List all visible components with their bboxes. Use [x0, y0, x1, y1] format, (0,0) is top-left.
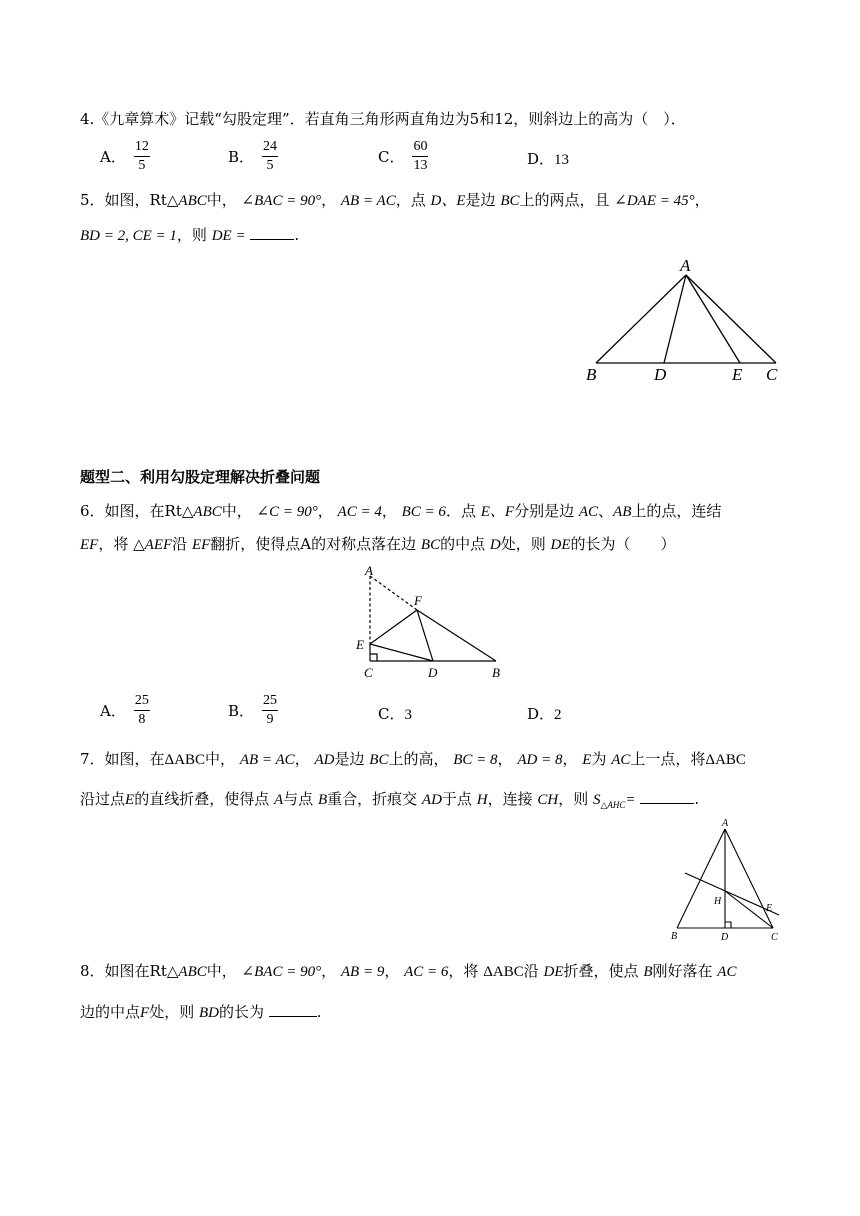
q8-line2: 边的中点F处，则 BD的长为 . — [80, 1003, 322, 1021]
q6-option-b[interactable]: B． $\frac{25}{9}$ — [228, 693, 278, 727]
label-d: D — [654, 365, 667, 384]
section-heading: 题型二、利用勾股定理解决折叠问题 — [80, 468, 321, 486]
q6-line1: 6．如图，在Rt△ABC中， ∠C = 90°， AC = 4， BC = 6．点 E、F分别是边 AC、AB上的点，连结 — [80, 502, 722, 520]
label-d: D — [428, 665, 438, 680]
label-e: E — [732, 365, 743, 384]
label-c: C — [364, 665, 373, 680]
q7-figure — [665, 815, 790, 947]
label-a: A — [365, 563, 373, 578]
q7-line1: 7．如图，在ΔABC中， AB = AC， AD是边 BC上的高， BC = 8， AD = 8， E为 AC上一点，将ΔABC — [80, 750, 746, 768]
fraction: $\frac{60}{13}$ — [413, 139, 428, 173]
answer-blank[interactable] — [250, 239, 294, 240]
fraction: $\frac{12}{5}$ — [134, 139, 149, 173]
q6-line2: EF，将 △AEF沿 EF翻折，使得点A的对称点落在边 BC的中点 D处，则 DE的长为（ ） — [80, 535, 676, 553]
answer-blank[interactable] — [269, 1016, 317, 1017]
q4-option-c[interactable]: C． $\frac{60}{13}$ — [378, 139, 428, 173]
q5-line2: BD = 2, CE = 1，则 DE = . — [80, 226, 300, 244]
label-d: D — [721, 932, 729, 943]
fraction: $\frac{25}{9}$ — [263, 693, 278, 727]
label-c: C — [771, 932, 778, 943]
label-h: H — [714, 896, 722, 907]
q5-figure — [580, 252, 790, 384]
q6-option-c[interactable]: C．3 — [378, 705, 412, 723]
q8-line1: 8．如图在Rt△ABC中， ∠BAC = 90°， AB = 9， AC = 6，将 ΔABC沿 DE折叠，使点 B刚好落在 AC — [80, 962, 737, 980]
q4-option-b[interactable]: B． $\frac{24}{5}$ — [228, 139, 278, 173]
label-e: E — [766, 903, 773, 914]
label-b: B — [586, 365, 597, 384]
q6-option-d[interactable]: D．2 — [527, 705, 562, 723]
label-b: B — [492, 665, 500, 680]
fraction: $\frac{25}{8}$ — [134, 693, 149, 727]
q4-text: 4.《九章算术》记载“勾股定理”．若直角三角形两直角边为5和12，则斜边上的高为（ ）． — [80, 110, 686, 128]
label-c: C — [766, 365, 778, 384]
q6-figure — [350, 560, 515, 684]
label-e: E — [356, 637, 364, 652]
q7-line2: 沿过点E的直线折叠，使得点 A与点 B重合，折痕交 AD于点 H，连接 CH，则 $S_{\triangle AHC}=$ . — [80, 790, 700, 810]
label-a: A — [722, 818, 729, 829]
q4-option-a[interactable]: A． $\frac{12}{5}$ — [100, 139, 149, 173]
fraction: $\frac{24}{5}$ — [263, 139, 278, 173]
label-b: B — [671, 931, 678, 942]
answer-blank[interactable] — [640, 803, 694, 804]
label-f: F — [414, 593, 422, 608]
q6-option-a[interactable]: A． $\frac{25}{8}$ — [100, 693, 149, 727]
q4-option-d[interactable]: D．13 — [527, 150, 570, 168]
q5-line1: 5．如图，Rt△ABC中， ∠BAC = 90°， AB = AC，点 D、E是边 BC上的两点，且 ∠DAE = 45°， — [80, 191, 710, 209]
label-a: A — [680, 256, 691, 275]
